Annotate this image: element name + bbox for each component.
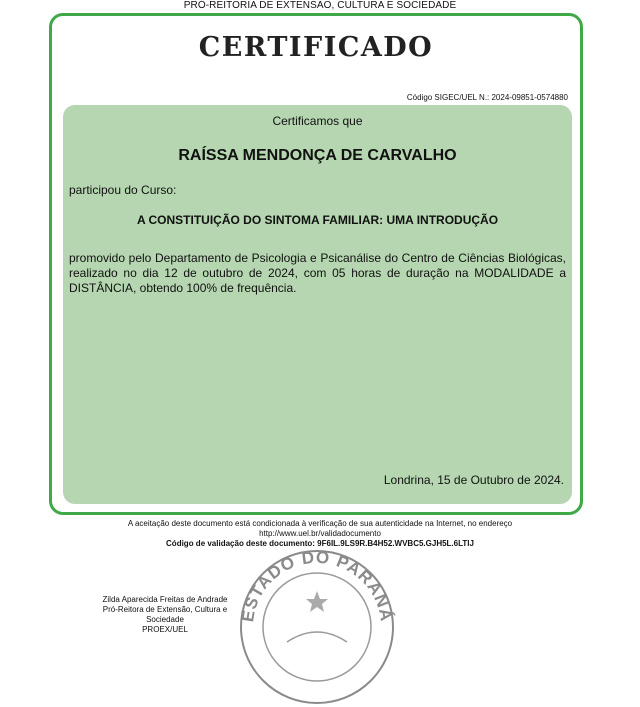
- signatory-name: Zilda Aparecida Freitas de Andrade: [102, 595, 228, 604]
- notice-text: A aceitação deste documento está condicionada à verificação de sua autenticidade na Internet, no endereço: [127, 519, 513, 528]
- signatory-dept: PROEX/UEL: [142, 625, 188, 634]
- course-title: A CONSTITUIÇÃO DO SINTOMA FAMILIAR: UMA INTRODUÇÃO: [136, 213, 499, 227]
- seal-text: ESTADO DO PARANÁ: [238, 547, 396, 624]
- certificate-panel: [63, 105, 572, 504]
- signatory-role-2: Sociedade: [146, 615, 184, 624]
- sigec-code: Código SIGEC/UEL N.: 2024-09851-0574880: [406, 93, 568, 102]
- validation-url[interactable]: http://www.uel.br/validadocumento: [259, 529, 381, 538]
- signatory-role: Pró-Reitora de Extensão, Cultura e: [102, 605, 228, 614]
- institution-header: PRÓ-REITORIA DE EXTENSÃO, CULTURA E SOCIEDADE: [183, 0, 457, 11]
- certificate-body: promovido pelo Departamento de Psicologia e Psicanálise do Centro de Ciências Biológicas, realizado no dia 12 de outubro de 2024, com 05 horas de duração na MODALIDADE a DISTÂNCIA, obtendo 100% de frequência.: [69, 251, 566, 295]
- svg-text:ESTADO DO PARANÁ: [238, 548, 396, 624]
- certificate-title: CERTIFICADO: [198, 32, 434, 63]
- validation-notice: [0, 519, 640, 549]
- recipient-name: RAÍSSA MENDONÇA DE CARVALHO: [178, 147, 457, 164]
- validation-code: Código de validação deste documento: 9F6IL.9LS9R.B4H52.WVBC5.GJH5L.6LTIJ: [166, 539, 474, 548]
- participation-text: participou do Curso:: [69, 183, 177, 197]
- place-date: Londrina, 15 de Outubro de 2024.: [383, 473, 564, 487]
- certificate-frame: [49, 13, 583, 515]
- signatory-block: [85, 595, 245, 635]
- state-seal-icon: [237, 547, 397, 707]
- intro-text: Certificamos que: [272, 114, 363, 128]
